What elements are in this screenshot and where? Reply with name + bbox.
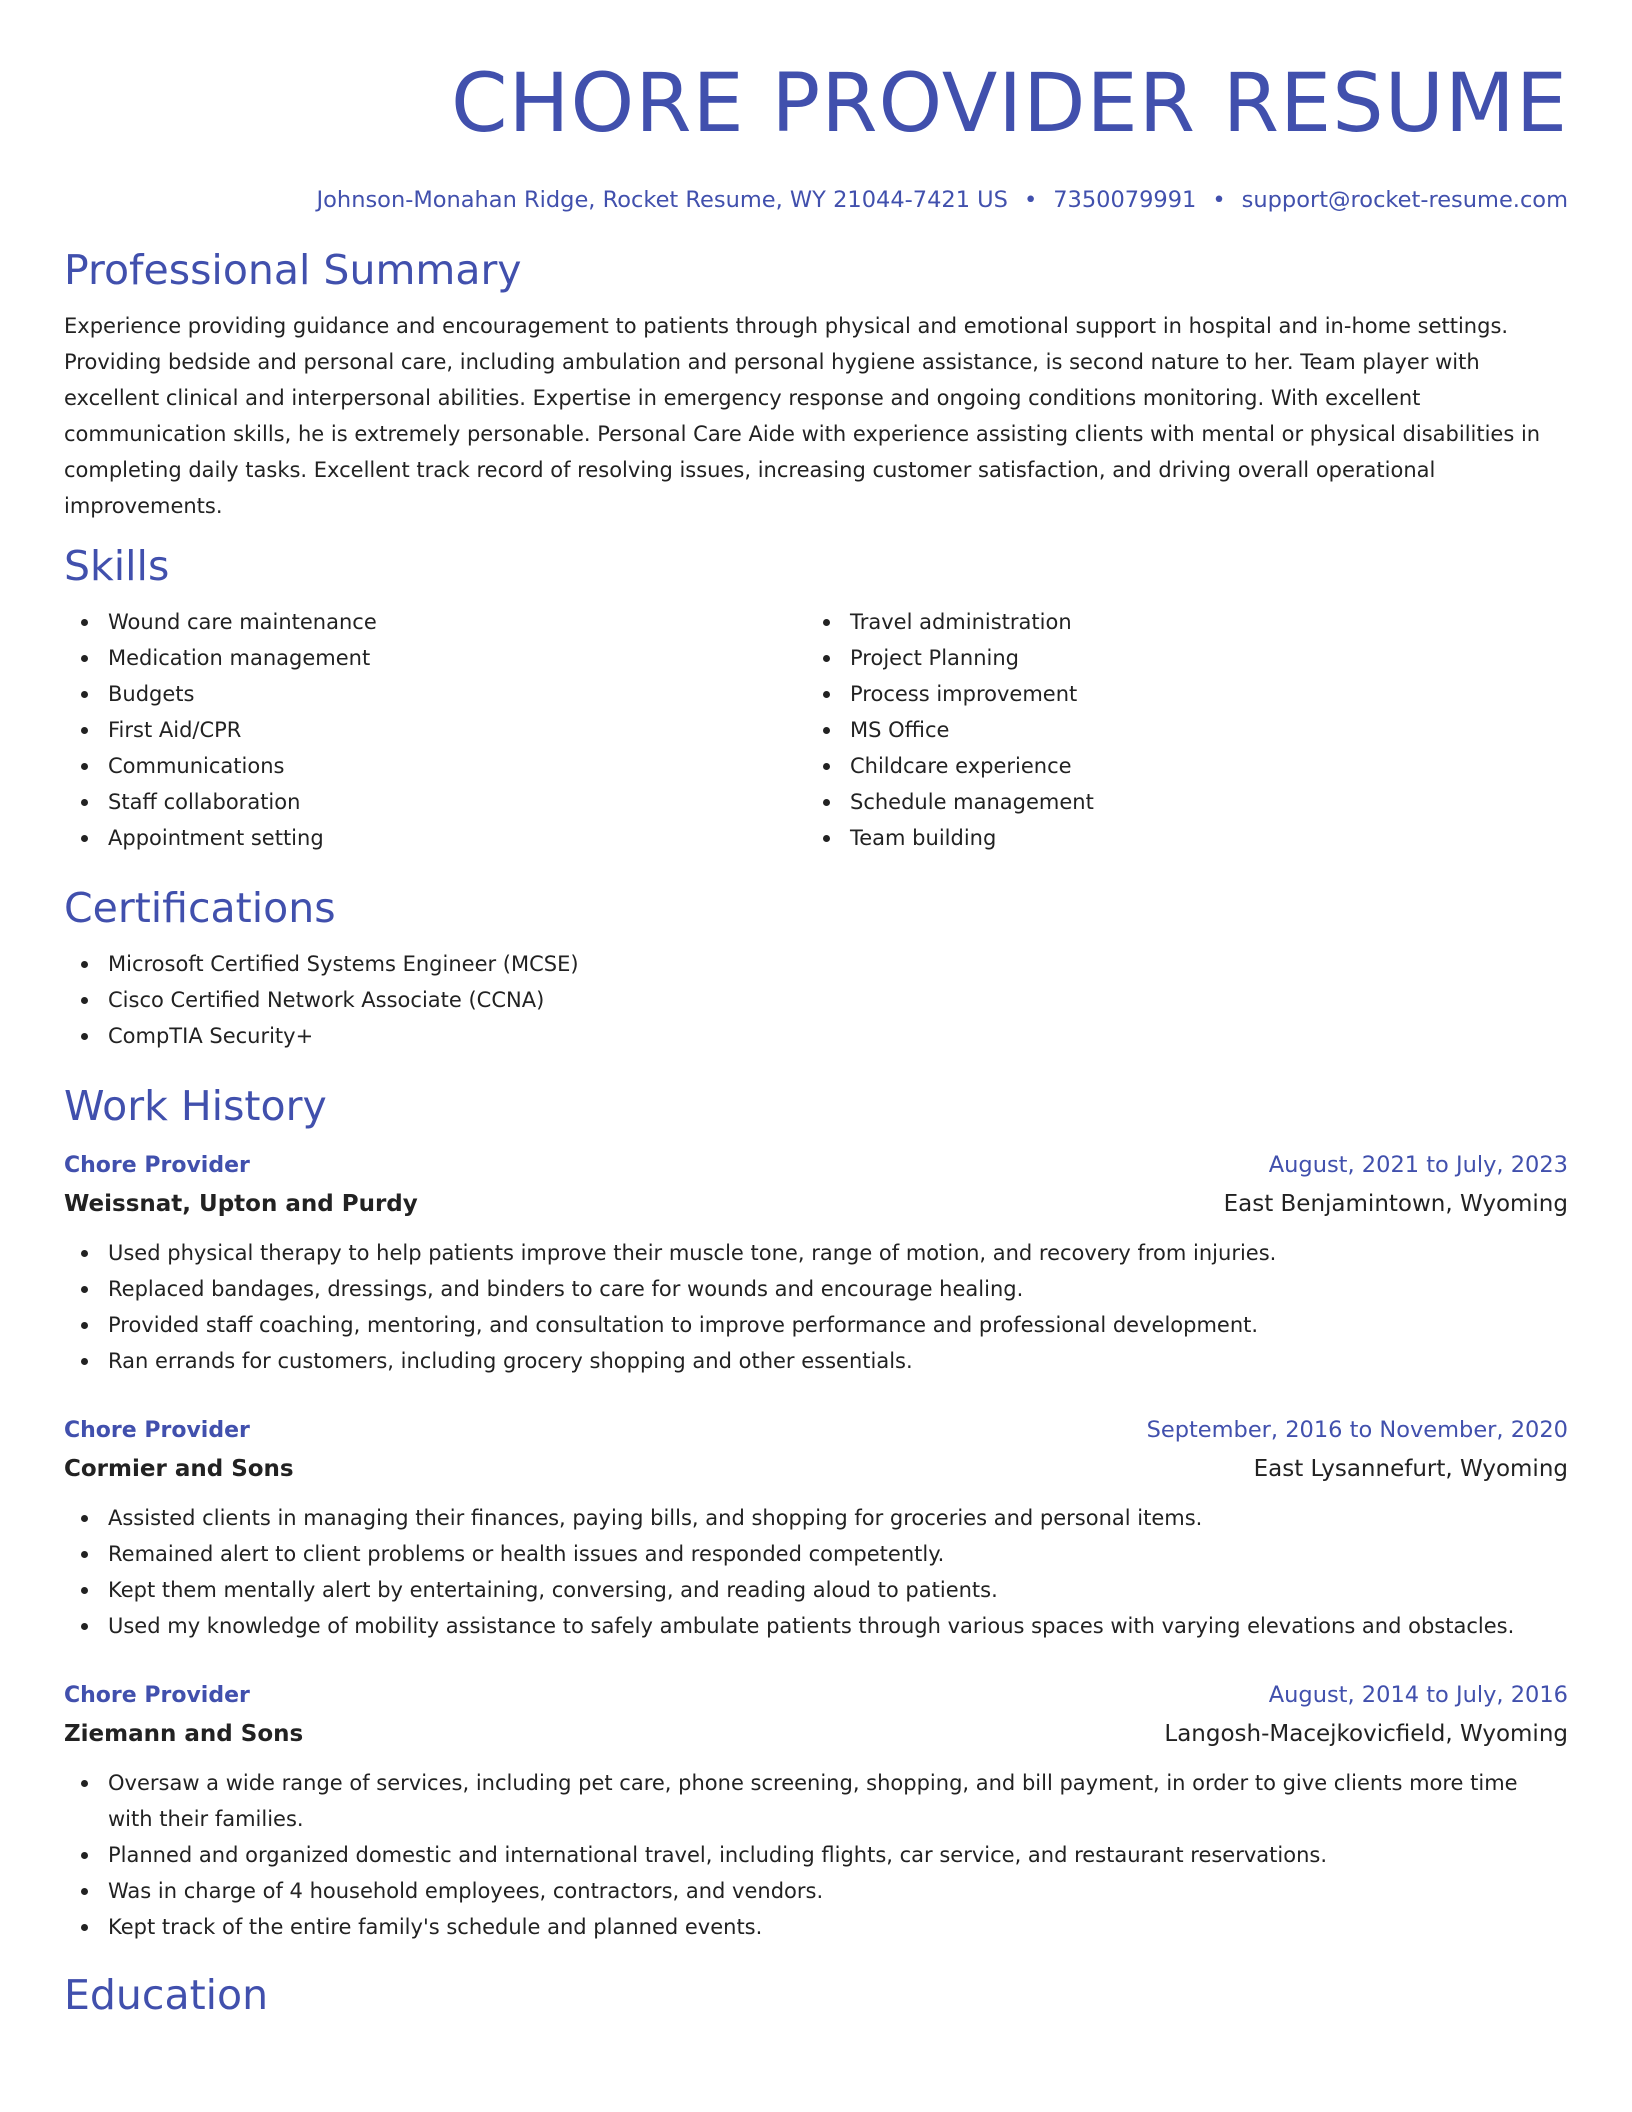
job-duty: Provided staff coaching, mentoring, and consultation to improve performance and professional development.: [64, 1307, 1568, 1343]
skill-item: Communications: [64, 748, 806, 784]
certifications-list: [64, 946, 1568, 1054]
job-dates: September, 2016 to November, 2020: [1146, 1417, 1568, 1443]
job-title: Chore Provider: [64, 1418, 250, 1443]
certification-item: Cisco Certified Network Associate (CCNA): [64, 982, 1568, 1018]
job-dates: August, 2014 to July, 2016: [1268, 1682, 1568, 1708]
education-section: [64, 1969, 1568, 2021]
job-duty: Kept track of the entire family's schedule and planned events.: [64, 1909, 1568, 1945]
job-location: East Lysannefurt, Wyoming: [1253, 1456, 1568, 1482]
skill-item: Appointment setting: [64, 820, 806, 856]
job-entry: [64, 1146, 1568, 1379]
job-company: Cormier and Sons: [64, 1456, 294, 1482]
certification-item: Microsoft Certified Systems Engineer (MCSE): [64, 946, 1568, 982]
skills-section: [64, 540, 1568, 856]
skill-item: MS Office: [806, 712, 1548, 748]
skill-item: Budgets: [64, 676, 806, 712]
skill-item: Team building: [806, 820, 1548, 856]
contact-address: Johnson-Monahan Ridge, Rocket Resume, WY 21044-7421 US: [316, 187, 1008, 213]
job-title: Chore Provider: [64, 1683, 250, 1708]
job-duty: Used my knowledge of mobility assistance to safely ambulate patients through various spaces with varying elevations and obstacles.: [64, 1608, 1568, 1644]
job-company-row: [64, 1450, 1568, 1488]
work-history-heading: Work History: [64, 1082, 327, 1130]
job-duty: Used physical therapy to help patients improve their muscle tone, range of motion, and recovery from injuries.: [64, 1235, 1568, 1271]
work-history-section: [64, 1080, 1568, 1945]
job-entry: [64, 1411, 1568, 1644]
job-dates: August, 2021 to July, 2023: [1268, 1152, 1568, 1178]
education-heading: Education: [64, 1971, 269, 2019]
job-duty: Oversaw a wide range of services, including pet care, phone screening, shopping, and bill payment, in order to give clients more time with their families.: [64, 1765, 1568, 1837]
certifications-heading: Certifications: [64, 884, 336, 932]
skill-item: Project Planning: [806, 640, 1548, 676]
skill-item: Wound care maintenance: [64, 604, 806, 640]
job-entry: [64, 1676, 1568, 1945]
job-duty: Planned and organized domestic and international travel, including flights, car service, and restaurant reservations.: [64, 1837, 1568, 1873]
certification-item: CompTIA Security+: [64, 1018, 1568, 1054]
job-company-row: [64, 1185, 1568, 1223]
skill-item: Medication management: [64, 640, 806, 676]
job-duty: Remained alert to client problems or health issues and responded competently.: [64, 1536, 1568, 1572]
job-title-row: [64, 1676, 1568, 1715]
job-duties-list: [64, 1765, 1568, 1945]
summary-heading: Professional Summary: [64, 246, 522, 294]
contact-email: support@rocket-resume.com: [1241, 187, 1568, 213]
skill-item: Travel administration: [806, 604, 1548, 640]
skills-list-right: [806, 604, 1548, 856]
job-duty: Assisted clients in managing their finances, paying bills, and shopping for groceries and personal items.: [64, 1500, 1568, 1536]
job-title-row: [64, 1411, 1568, 1450]
job-duty: Kept them mentally alert by entertaining, conversing, and reading aloud to patients.: [64, 1572, 1568, 1608]
certifications-section: [64, 882, 1568, 1054]
resume-title: CHORE PROVIDER RESUME: [451, 57, 1568, 151]
job-title: Chore Provider: [64, 1153, 250, 1178]
skill-item: Staff collaboration: [64, 784, 806, 820]
skill-item: First Aid/CPR: [64, 712, 806, 748]
summary-section: [64, 244, 1568, 524]
job-company: Weissnat, Upton and Purdy: [64, 1191, 418, 1217]
job-company-row: [64, 1715, 1568, 1753]
contact-separator: •: [1023, 187, 1038, 213]
summary-text: Experience providing guidance and encouragement to patients through physical and emotional support in hospital and in-home settings. Providing bedside and personal care, including ambulation and personal hygiene assistance, is second nature to her. Team player with excellent clinical and interpersonal abilities. Expertise in emergency response and ongoing conditions monitoring. With excellent communication skills, he is extremely personable. Personal Care Aide with experience assisting clients with mental or physical disabilities in completing daily tasks. Excellent track record of resolving issues, increasing customer satisfaction, and driving overall operational improvements.: [64, 314, 1541, 518]
job-duties-list: [64, 1500, 1568, 1644]
job-duty: Ran errands for customers, including grocery shopping and other essentials.: [64, 1343, 1568, 1379]
contact-separator: •: [1212, 187, 1226, 213]
skill-item: Process improvement: [806, 676, 1548, 712]
contact-line: [64, 184, 1568, 216]
job-company: Ziemann and Sons: [64, 1721, 304, 1747]
job-title-row: [64, 1146, 1568, 1185]
skills-heading: Skills: [64, 542, 170, 590]
job-duty: Replaced bandages, dressings, and binders to care for wounds and encourage healing.: [64, 1271, 1568, 1307]
contact-phone: 7350079991: [1053, 187, 1197, 213]
skill-item: Schedule management: [806, 784, 1548, 820]
job-location: Langosh-Macejkovicfield, Wyoming: [1164, 1721, 1568, 1747]
job-duties-list: [64, 1235, 1568, 1379]
skill-item: Childcare experience: [806, 748, 1548, 784]
skills-list-left: [64, 604, 806, 856]
job-location: East Benjamintown, Wyoming: [1223, 1191, 1568, 1217]
resume-header: [64, 0, 1568, 216]
skills-columns: [64, 604, 1568, 856]
job-duty: Was in charge of 4 household employees, contractors, and vendors.: [64, 1873, 1568, 1909]
